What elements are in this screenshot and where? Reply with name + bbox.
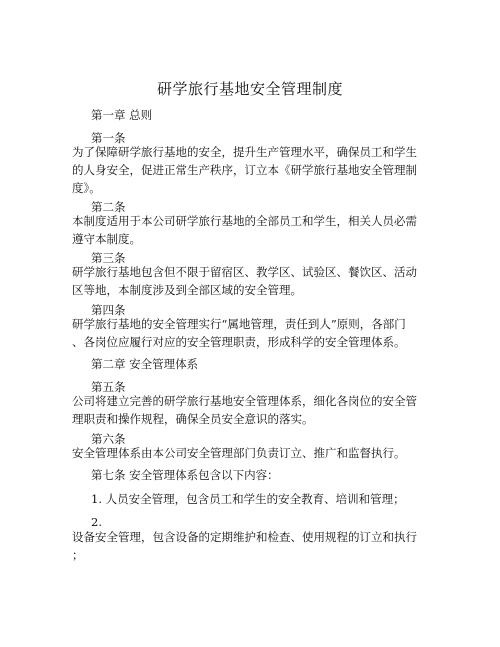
article-heading: 第七条 安全管理体系包含以下内容： [91, 468, 279, 482]
article-paragraph [72, 212, 427, 248]
paragraph-line: 度》。 [72, 181, 101, 195]
paragraph-line: 设备安全管理，包含设备的定期维护和检查、使用规程的订立和执行 [72, 530, 417, 544]
paragraph-line: 本制度适用于本公司研学旅行基地的全部员工和学生，相关人员必需 [72, 214, 417, 228]
article-heading: 第六条 [91, 432, 126, 446]
article-heading: 第二条 [91, 200, 126, 214]
list-item-number: 2. [91, 515, 102, 529]
paragraph-line: 理职责和操作规程，确保全员安全意识的落实。 [72, 412, 314, 426]
article-paragraph [72, 392, 427, 428]
article-heading: 第一条 [91, 131, 126, 145]
article-paragraph [72, 315, 427, 351]
chapter-heading: 第一章 总则 [91, 108, 153, 122]
paragraph-line: 为了保障研学旅行基地的安全，提升生产管理水平，确保员工和学生 [72, 145, 417, 159]
paragraph-line: 、各岗位应履行对应的安全管理职责，形成科学的安全管理体系。 [72, 335, 406, 349]
article-heading: 第五条 [91, 380, 126, 394]
paragraph-line: 研学旅行基地包含但不限于留宿区、教学区、试验区、餐饮区、活动 [72, 265, 417, 279]
article-paragraph [72, 143, 427, 197]
paragraph-line: 安全管理体系由本公司安全管理部门负责订立、推广和监督执行。 [72, 446, 406, 460]
article-heading: 第四条 [91, 303, 126, 317]
paragraph-line: 遵守本制度。 [72, 232, 141, 246]
article-heading: 第三条 [91, 251, 126, 265]
paragraph-line: 区等地，本制度涉及到全部区域的安全管理。 [72, 283, 302, 297]
list-item: 1. 人员安全管理，包含员工和学生的安全教育、培训和管理； [91, 492, 405, 506]
paragraph-line: 公司将建立完善的研学旅行基地安全管理体系，细化各岗位的安全管 [72, 394, 417, 408]
article-paragraph [72, 263, 427, 299]
paragraph-line: ； [72, 548, 84, 562]
article-paragraph [72, 444, 427, 462]
paragraph-line: 的人身安全，促进正常生产秩序，订立本《研学旅行基地安全管理制 [72, 163, 417, 177]
chapter-heading: 第二章 安全管理体系 [91, 357, 199, 371]
document-title: 研学旅行基地安全管理制度 [156, 80, 343, 98]
paragraph-line: 研学旅行基地的安全管理实行“属地管理，责任到人”原则，各部门 [72, 317, 406, 331]
list-item-paragraph [72, 528, 427, 564]
